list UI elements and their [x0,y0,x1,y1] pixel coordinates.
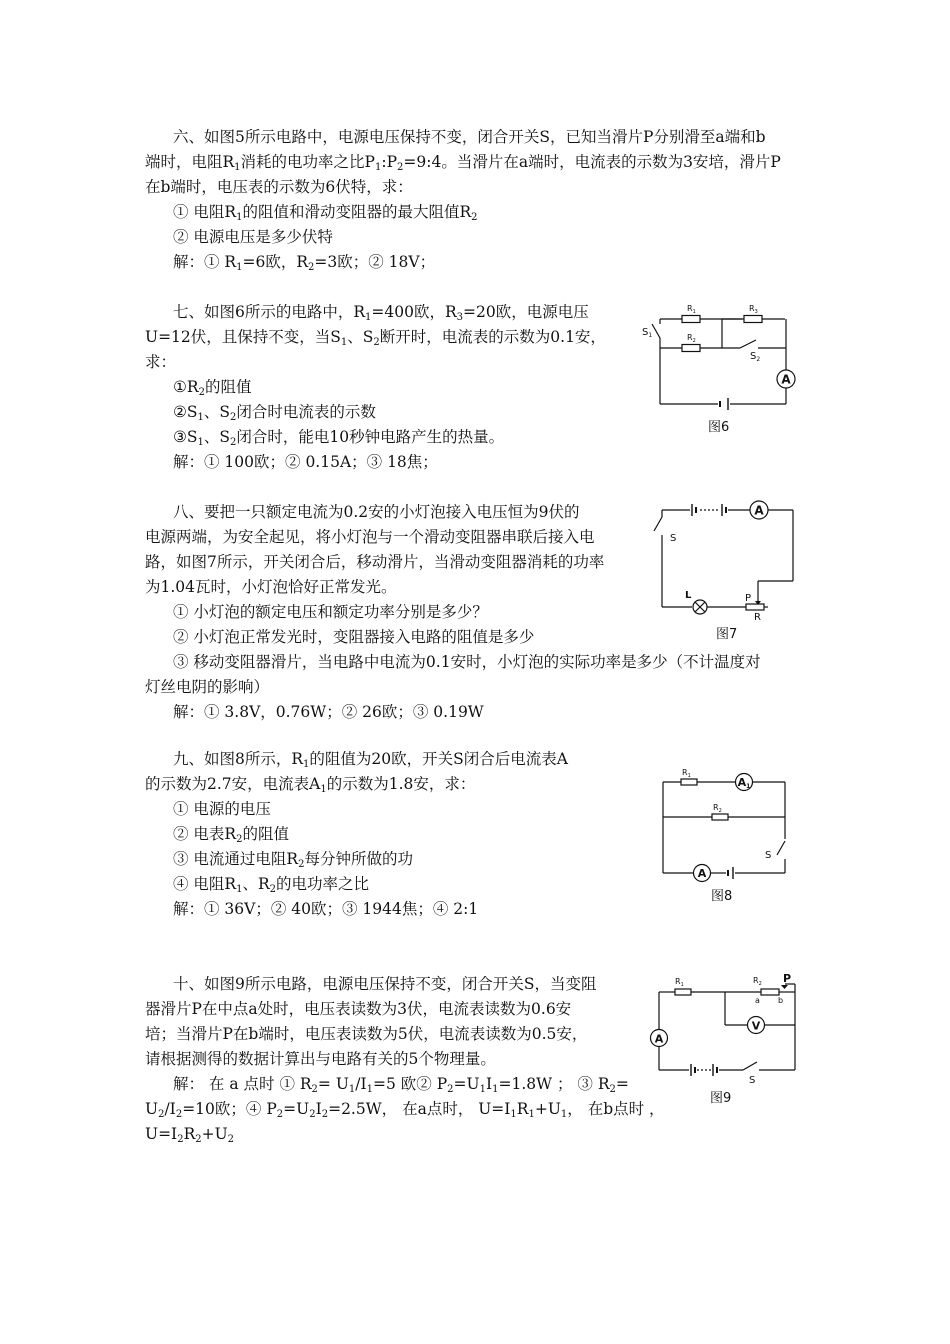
q7-line3: 求： [145,353,177,371]
q9-item2: ② 电表$R_2$的阻值 [173,825,289,845]
resistor-r3 [744,316,762,323]
q10-line2: 器滑片P在中点a处时，电压表读数为3伏，电流表读数为0.6安 [145,1000,572,1018]
r2-label: $R_2$ [687,333,696,344]
r3-label: $R_3$ [749,304,758,315]
rheostat-r2 [761,989,779,995]
r1-label: $R_1$ [687,304,696,315]
switch-s1 [652,324,660,338]
ammeter-label: A [654,1032,664,1046]
figure-8-caption: 图8 [711,889,733,904]
figure-6-caption: 图6 [708,420,730,435]
ammeter-a1-label: A1 [737,776,751,790]
q8-line4: 为1.04瓦时，小灯泡恰好正常发光。 [145,578,397,596]
s1-label: $S_1$ [642,327,653,339]
q7-item1: $①R_2$的阻值 [173,378,252,398]
resistor-r1 [675,989,691,995]
ammeter-label: A [754,503,764,518]
ammeter-label: A [781,372,791,387]
q7-line1: 七、如图6所示的电路中，$R_1=400$欧，$R_3=20$欧，电源电压 [173,303,589,323]
figure-7-caption: 图7 [716,627,738,642]
q10-line3: 培；当滑片P在b端时，电压表读数为5伏，电流表读数为0.5安， [145,1025,588,1043]
s-label: S [749,1075,756,1086]
s-label: S [765,850,772,861]
q9-item3: ③ 电流通过电阻$R_2$每分钟所做的功 [173,850,413,870]
q9-line2: 的示数为2.7安，电流表$A_1$的示数为1.8安，求： [145,775,476,795]
q8-answer: 解：① 3.8V，0.76W；② 26欧；③ 0.19W [173,703,484,721]
figure-7-circuit [650,495,800,625]
resistor-r1 [682,316,700,323]
resistor-r2 [682,345,700,352]
q10-line4: 请根据测得的数据计算出与电路有关的5个物理量。 [145,1050,496,1068]
figure-9-caption: 图9 [710,1091,732,1106]
q6-line2: 端时，电阻$R_1$消耗的电功率之比$P_1:P_2=9:4$。当滑片在a端时，电流表的示数为3安培，滑片P [145,153,781,173]
r-label: R [754,612,761,623]
a-label: a [755,996,760,1005]
q8-item3: ③ 移动变阻器滑片，当电路中电流为0.1安时，小灯泡的实际功率是多少（不计温度对 [173,653,761,671]
figure-9-circuit [645,970,805,1085]
q9-item1: ① 电源的电压 [173,800,271,818]
resistor-r2 [712,814,728,820]
q6-answer: 解：① $R_1=6$欧，$R_2=3$欧；② 18V； [173,253,436,273]
q10-answer-line2: $U_2/I_2=10$欧；④ $P_2=U_2I_2=2.5W$， 在a点时， $U=I_1R_1+U_1$， 在b点时 ， [145,1100,665,1120]
rheostat-r [746,604,764,610]
q9-item4: ④ 电阻$R_1$、$R_2$的电功率之比 [173,875,370,895]
q6-line3: 在b端时，电压表的示数为6伏特，求： [145,178,413,196]
switch-s [654,517,662,531]
p-label: P [745,593,752,604]
r2-label: $R_2$ [713,803,722,814]
resistor-r1 [681,779,697,785]
figure-6-circuit [640,298,810,413]
q8-item3-cont: 灯丝电阴的影响） [145,678,270,696]
q8-line3: 路，如图7所示，开关闭合后，移动滑片，当滑动变阻器消耗的功率 [145,553,605,571]
q8-line1: 八、要把一只额定电流为0.2安的小灯泡接入电压恒为9伏的 [173,503,580,521]
slider-p [781,985,788,989]
q8-line2: 电源两端，为安全起见，将小灯泡与一个滑动变阻器串联后接入电 [145,528,595,546]
p-label: P [783,972,792,985]
q6-item2: ② 电源电压是多少伏特 [173,228,333,246]
q7-answer: 解：① 100欧；② 0.15A；③ 18焦； [173,453,438,471]
s2-label: $S_2$ [750,351,761,363]
q10-answer-line3: $U=I_2R_2+U_2$ [145,1125,235,1145]
q8-item1: ① 小灯泡的额定电压和额定功率分别是多少？ [173,603,488,621]
q7-line2: U=12伏，且保持不变，当$S_1$、$S_2$断开时，电流表的示数为0.1安， [145,328,606,348]
switch-s2 [740,340,756,348]
q7-item2: $②S_1$、$S_2$闭合时电流表的示数 [173,403,376,423]
r2-label: $R_2$ [753,976,762,987]
q10-answer-line1: 解： 在 a 点时 ① $R_2= U_1/I_1=5$ 欧② $P_2=U_1I_1=1.8W$ ； ③ $R_2=$ [173,1075,629,1095]
figure-8-circuit [655,765,800,885]
ammeter-a-label: A [697,867,707,880]
q9-answer: 解：① 36V；② 40欧；③ 1944焦；④ 2:1 [173,900,479,918]
s-label: S [670,533,677,544]
q10-line1: 十、如图9所示电路，电源电压保持不变，闭合开关S，当变阻 [173,975,597,993]
r1-label: $R_1$ [682,768,691,779]
q7-item3: $③S_1$、$S_2$闭合时，能电10秒钟电路产生的热量。 [173,428,505,448]
voltmeter-label: V [751,1019,761,1033]
l-label: L [685,590,692,601]
switch-s [777,841,785,855]
q6-line1: 六、如图5所示电路中，电源电压保持不变，闭合开关S，已知当滑片P分别滑至a端和b [173,128,766,146]
r1-label: $R_1$ [675,977,684,988]
switch-s [743,1062,757,1070]
b-label: b [778,996,784,1005]
q6-item1: ① 电阻$R_1$的阻值和滑动变阻器的最大阻值$R_2$ [173,203,478,223]
q9-line1: 九、如图8所示，$R_1$的阻值为20欧，开关S闭合后电流表A [173,750,568,770]
q8-item2: ② 小灯泡正常发光时，变阻器接入电路的阻值是多少 [173,628,535,646]
